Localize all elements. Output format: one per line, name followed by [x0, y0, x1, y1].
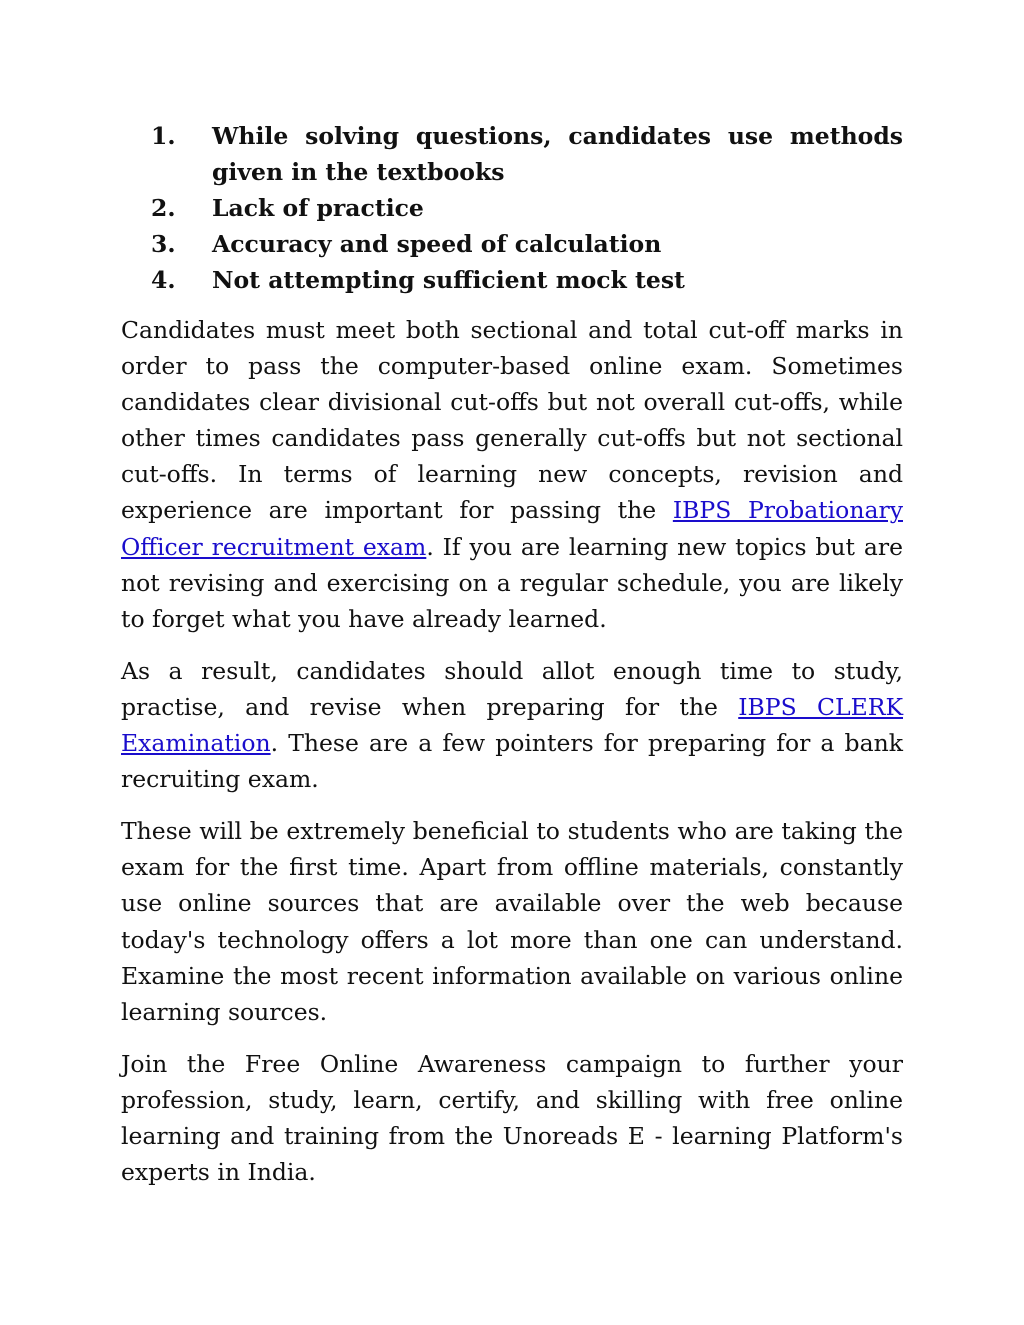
list-number: 4.: [151, 266, 176, 294]
list-number: 3.: [151, 230, 176, 258]
list-number: 2.: [151, 194, 176, 222]
list-item: [121, 226, 903, 262]
paragraph-text: . If you are learning new topics but are not revising and exercising on a regular schedule, you are likely to forget what you have already learned.: [121, 532, 903, 633]
list-item-text: Not attempting sufficient mock test: [212, 266, 685, 294]
paragraph-allot-time: [121, 653, 903, 797]
list-item-text: Accuracy and speed of calculation: [212, 230, 662, 258]
paragraph-text: As a result, candidates should allot enough time to study, practise, and revise when preparing for the: [121, 656, 903, 721]
list-number: 1.: [151, 122, 176, 150]
ibps-clerk-exam-link[interactable]: IBPS CLERK Examination: [121, 692, 903, 758]
ibps-po-exam-link[interactable]: IBPS Probationary Officer recruitment exam: [121, 496, 903, 561]
reasons-list: [121, 118, 903, 298]
list-item-text: Lack of practice: [212, 194, 424, 222]
paragraph-text: Candidates must meet both sectional and total cut-off marks in order to pass the computer-based online exam. Sometimes candidates clear divisional cut-offs but not overall cut-offs, while other times candidates pass generally cut-offs but not sectional cut-offs. In terms of learning new concepts, revision and experience are important for passing the: [121, 316, 903, 525]
paragraph-cutoff-marks: [121, 312, 903, 637]
paragraph-text: . These are a few pointers for preparing for a bank recruiting exam.: [121, 729, 903, 794]
document-page: [121, 118, 903, 1206]
list-item: [121, 190, 903, 226]
paragraph-online-sources: These will be extremely beneficial to students who are taking the exam for the first time. Apart from offline materials, constantly use online sources that are available over the web because today's technology offers a lot more than one can understand. Examine the most recent information available on various online learning sources.: [121, 817, 903, 1026]
list-item: [121, 262, 903, 298]
list-item: [121, 118, 903, 190]
paragraph-campaign: Join the Free Online Awareness campaign to further your profession, study, learn, certify, and skilling with free online learning and training from the Unoreads E - learning Platform's experts in India.: [121, 1049, 903, 1187]
list-item-text: While solving questions, candidates use methods given in the textbooks: [212, 122, 903, 186]
